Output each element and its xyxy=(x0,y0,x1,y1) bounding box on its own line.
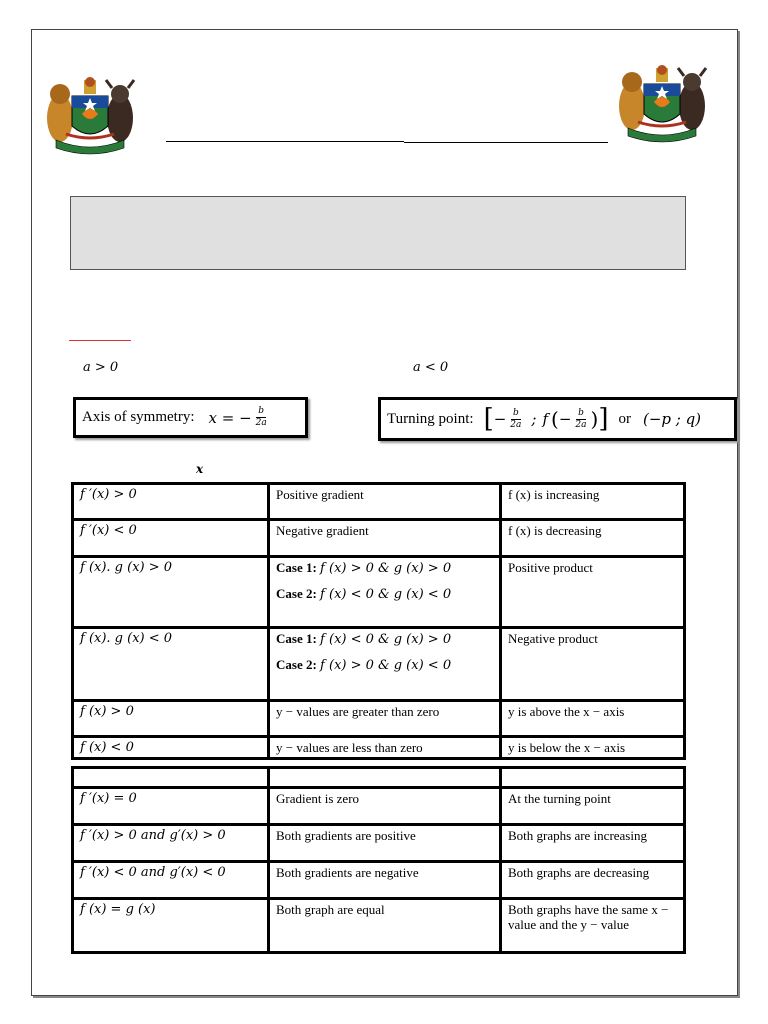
table-cell: y is above the x − axis xyxy=(501,701,685,737)
table-cell: f ′(x) > 0 and g′(x) > 0 xyxy=(73,825,269,862)
turning-point-label: Turning point: xyxy=(387,410,474,427)
table-cell: Negative gradient xyxy=(269,520,501,557)
table-cell: f (x) is increasing xyxy=(501,484,685,520)
table-row xyxy=(73,825,685,862)
table-row xyxy=(73,484,685,520)
x-label: x xyxy=(196,462,204,476)
table-cell: f ′(x) > 0 xyxy=(73,484,269,520)
table-cell: Both graph are equal xyxy=(269,899,501,953)
table-row xyxy=(73,899,685,953)
turning-fraction-1-num: b xyxy=(512,407,519,418)
case-1-label: Case 1: xyxy=(276,560,317,575)
case-2-expr: f (x) > 0 & g (x) < 0 xyxy=(320,658,452,673)
table-cell xyxy=(269,628,501,701)
turning-fraction-2-den: 2a xyxy=(575,419,587,430)
turning-fraction-1-den: 2a xyxy=(510,419,522,430)
case-1-label: Case 1: xyxy=(276,631,317,646)
title-underline-right xyxy=(404,142,608,143)
table-row xyxy=(73,737,685,759)
table-cell: f (x) > 0 xyxy=(73,701,269,737)
table-cell: Both gradients are positive xyxy=(269,825,501,862)
turning-neg-sign-2: − xyxy=(558,410,572,428)
condition-a-positive: a > 0 xyxy=(83,360,119,375)
table-cell: Gradient is zero xyxy=(269,788,501,825)
table-cell: y − values are greater than zero xyxy=(269,701,501,737)
right-bracket: ] xyxy=(598,404,609,434)
coat-of-arms-right-logo xyxy=(608,62,716,144)
table-row xyxy=(73,862,685,899)
turning-fraction-2-num: b xyxy=(578,407,584,418)
table-cell: f (x) is decreasing xyxy=(501,520,685,557)
properties-table-2 xyxy=(71,766,686,954)
table-cell: At the turning point xyxy=(501,788,685,825)
properties-table-1 xyxy=(71,482,686,760)
table-cell: y is below the x − axis xyxy=(501,737,685,759)
table-cell: y − values are less than zero xyxy=(269,737,501,759)
table-cell: f (x). g (x) > 0 xyxy=(73,557,269,628)
turning-fraction-1 xyxy=(508,408,523,431)
table-cell: Positive product xyxy=(501,557,685,628)
coat-of-arms-left-logo xyxy=(36,74,144,156)
case-1-expr: f (x) < 0 & g (x) > 0 xyxy=(320,632,452,647)
case-2 xyxy=(276,657,493,673)
table-cell: f (x). g (x) < 0 xyxy=(73,628,269,701)
table-row xyxy=(73,628,685,701)
title-underline-left xyxy=(166,141,404,142)
turning-or: or xyxy=(618,410,631,427)
table-cell: f (x) = g (x) xyxy=(73,899,269,953)
table-row xyxy=(73,520,685,557)
case-1 xyxy=(276,560,493,576)
turning-point-box xyxy=(378,397,737,441)
table-cell: Both graphs are decreasing xyxy=(501,862,685,899)
case-2-expr: f (x) < 0 & g (x) < 0 xyxy=(320,587,452,602)
right-paren: ) xyxy=(590,407,599,431)
turning-f: f xyxy=(542,410,549,428)
axis-fraction xyxy=(254,406,269,429)
turning-neg-sign: − xyxy=(493,410,507,428)
case-1 xyxy=(276,631,493,647)
axis-of-symmetry-label: Axis of symmetry: xyxy=(82,409,195,425)
table-row xyxy=(73,788,685,825)
table-cell: f (x) < 0 xyxy=(73,737,269,759)
table-cell: f ′(x) < 0 xyxy=(73,520,269,557)
table-cell: f ′(x) < 0 and g′(x) < 0 xyxy=(73,862,269,899)
turning-fraction-2 xyxy=(573,408,588,431)
axis-of-symmetry-lhs: x = − xyxy=(208,408,252,427)
left-bracket: [ xyxy=(483,404,494,434)
table-cell: Both gradients are negative xyxy=(269,862,501,899)
case-2-label: Case 2: xyxy=(276,657,317,672)
table-cell xyxy=(73,768,269,788)
axis-fraction-numerator: b xyxy=(258,406,265,416)
case-2 xyxy=(276,586,493,602)
table-row xyxy=(73,701,685,737)
axis-fraction-denominator: 2a xyxy=(255,418,267,428)
table-cell xyxy=(269,557,501,628)
table-cell: Negative product xyxy=(501,628,685,701)
table-cell: Both graphs are increasing xyxy=(501,825,685,862)
table-row xyxy=(73,768,685,788)
case-1-expr: f (x) > 0 & g (x) > 0 xyxy=(320,561,452,576)
table-cell xyxy=(269,768,501,788)
turning-alt: (−p ; q) xyxy=(642,410,702,428)
table-cell xyxy=(501,768,685,788)
table-cell: f ′(x) = 0 xyxy=(73,788,269,825)
table-cell: Both graphs have the same x − value and the y − value xyxy=(501,899,685,953)
shaded-heading-box xyxy=(70,196,686,270)
case-2-label: Case 2: xyxy=(276,586,317,601)
turning-separator: ; xyxy=(531,410,537,428)
left-paren: ( xyxy=(551,407,559,431)
red-underline xyxy=(69,340,131,341)
condition-a-negative: a < 0 xyxy=(413,360,449,375)
table-cell: Positive gradient xyxy=(269,484,501,520)
axis-of-symmetry-box xyxy=(73,397,308,438)
table-row xyxy=(73,557,685,628)
